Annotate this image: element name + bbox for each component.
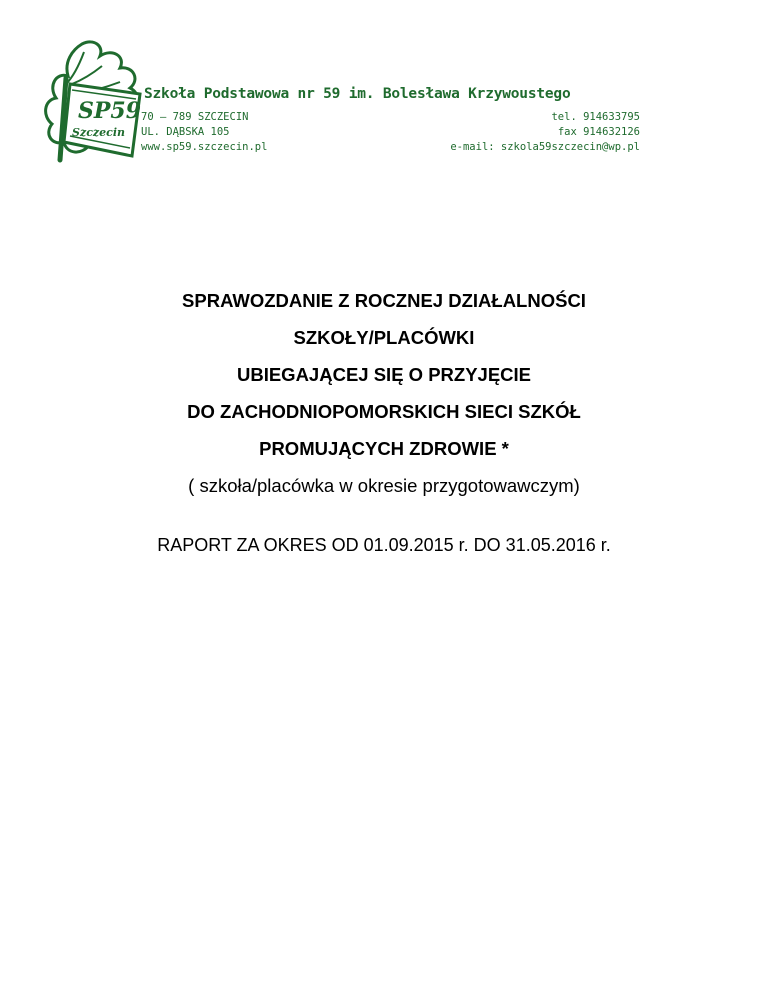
logo-text-top: SP59: [78, 98, 142, 124]
title-line-5: PROMUJĄCYCH ZDROWIE *: [259, 438, 509, 459]
title-line-2: SZKOŁY/PLACÓWKI: [293, 327, 475, 348]
school-name: Szkoła Podstawowa nr 59 im. Bolesława Krzywoustego: [144, 86, 571, 102]
phone-number: tel. 914633795: [551, 111, 640, 123]
postal-address: 70 – 789 SZCZECIN: [141, 111, 249, 123]
website-link[interactable]: www.sp59.szczecin.pl: [141, 141, 268, 153]
email-link[interactable]: e-mail: szkola59szczecin@wp.pl: [450, 141, 640, 153]
title-line-1: SPRAWOZDANIE Z ROCZNEJ DZIAŁALNOŚCI: [182, 290, 586, 311]
school-logo-icon: [42, 38, 152, 166]
letterhead: [40, 38, 640, 168]
title-line-4: DO ZACHODNIOPOMORSKICH SIECI SZKÓŁ: [187, 401, 581, 422]
logo-text-bottom: Szczecin: [72, 126, 126, 139]
street-address: UL. DĄBSKA 105: [141, 126, 230, 138]
report-period: RAPORT ZA OKRES OD 01.09.2015 r. DO 31.05.2016 r.: [157, 535, 611, 555]
title-line-3: UBIEGAJĄCEJ SIĘ O PRZYJĘCIE: [236, 364, 532, 385]
fax-number: fax 914632126: [557, 126, 640, 138]
title-subtitle: ( szkoła/placówka w okresie przygotowawczym): [188, 475, 580, 496]
document-title: [0, 282, 768, 504]
